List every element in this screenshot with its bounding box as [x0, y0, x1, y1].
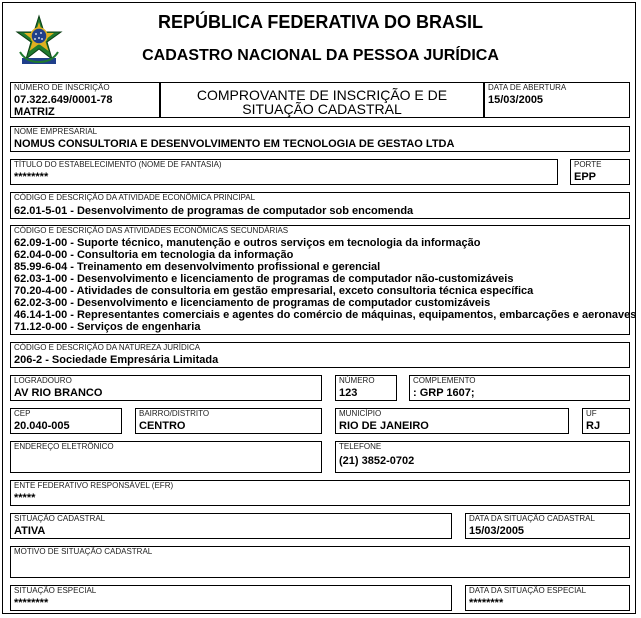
numero-value: 123 — [339, 387, 358, 399]
data-situacao-especial-label: DATA DA SITUAÇÃO ESPECIAL — [469, 586, 587, 595]
complemento-box — [409, 375, 630, 401]
uf-value: RJ — [586, 420, 601, 432]
fantasia-value: ******** — [14, 171, 49, 183]
complemento-value: : GRP 1607; — [413, 387, 475, 399]
atividades-secundarias-list — [14, 237, 636, 333]
abertura-box — [484, 82, 630, 118]
situacao-box — [10, 513, 452, 539]
porte-value: EPP — [574, 171, 597, 183]
inscricao-label: NÚMERO DE INSCRIÇÃO — [14, 83, 110, 92]
situacao-especial-value: ******** — [14, 597, 49, 609]
email-box — [10, 441, 322, 473]
abertura-value: 15/03/2005 — [488, 94, 544, 106]
list-item: 70.20-4-00 - Atividades de consultoria em gestão empresarial, exceto consultoria técnica específica — [14, 285, 534, 297]
situacao-value: ATIVA — [14, 525, 46, 537]
list-item: 62.02-3-00 - Desenvolvimento e licenciamento de programas de computador customizáveis — [14, 297, 491, 309]
telefone-label: TELEFONE — [339, 442, 382, 451]
cep-value: 20.040-005 — [14, 420, 70, 432]
natureza-juridica-label: CÓDIGO E DESCRIÇÃO DA NATUREZA JURÍDICA — [14, 343, 201, 352]
list-item: 85.99-6-04 - Treinamento em desenvolvimento profissional e gerencial — [14, 261, 381, 273]
telefone-value: (21) 3852-0702 — [339, 455, 415, 467]
data-situacao-box — [465, 513, 630, 539]
list-item: 62.09-1-00 - Suporte técnico, manutenção e outros serviços em tecnologia da informação — [14, 237, 481, 249]
list-item: 62.03-1-00 - Desenvolvimento e licenciamento de programas de computador não-customizáveis — [14, 273, 514, 285]
situacao-especial-label: SITUAÇÃO ESPECIAL — [14, 586, 97, 595]
cep-label: CEP — [14, 409, 31, 418]
bairro-value: CENTRO — [139, 420, 186, 432]
cep-box — [10, 408, 122, 434]
atividade-principal-box — [10, 192, 630, 219]
fantasia-label: TÍTULO DO ESTABELECIMENTO (NOME DE FANTASIA) — [14, 160, 222, 169]
municipio-value: RIO DE JANEIRO — [339, 420, 429, 432]
porte-label: PORTE — [574, 160, 602, 169]
situacao-especial-box — [10, 585, 452, 611]
atividades-secundarias-label: CÓDIGO E DESCRIÇÃO DAS ATIVIDADES ECONÔMICAS SECUNDÁRIAS — [14, 226, 289, 235]
atividade-principal-value: 62.01-5-01 - Desenvolvimento de programas de computador sob encomenda — [14, 205, 414, 217]
document-title-box — [160, 82, 484, 118]
bairro-label: BAIRRO/DISTRITO — [139, 409, 210, 418]
inscricao-number: 07.322.649/0001-78 — [14, 94, 113, 106]
uf-label: UF — [586, 409, 597, 418]
bairro-box — [135, 408, 322, 434]
inscricao-type: MATRIZ — [14, 106, 55, 118]
efr-box — [10, 480, 630, 506]
efr-label: ENTE FEDERATIVO RESPONSÁVEL (EFR) — [14, 481, 174, 490]
municipio-label: MUNICÍPIO — [339, 409, 382, 418]
list-item: 62.04-0-00 - Consultoria em tecnologia da informação — [14, 249, 294, 261]
nome-empresarial-value: NOMUS CONSULTORIA E DESENVOLVIMENTO EM TECNOLOGIA DE GESTAO LTDA — [14, 138, 455, 150]
complemento-label: COMPLEMENTO — [413, 376, 476, 385]
page-subtitle: CADASTRO NACIONAL DA PESSOA JURÍDICA — [142, 47, 499, 64]
atividades-secundarias-box — [10, 225, 637, 335]
numero-box — [335, 375, 397, 401]
abertura-label: DATA DE ABERTURA — [488, 83, 567, 92]
inscricao-box — [10, 82, 160, 118]
data-situacao-label: DATA DA SITUAÇÃO CADASTRAL — [469, 514, 595, 523]
list-item: 71.12-0-00 - Serviços de engenharia — [14, 321, 201, 333]
nome-empresarial-label: NOME EMPRESARIAL — [14, 127, 98, 136]
data-situacao-especial-value: ******** — [469, 597, 504, 609]
email-label: ENDEREÇO ELETRÔNICO — [14, 442, 114, 451]
page-title: REPÚBLICA FEDERATIVA DO BRASIL — [157, 12, 483, 32]
natureza-juridica-box — [10, 342, 630, 368]
data-situacao-especial-box — [465, 585, 630, 611]
numero-label: NÚMERO — [339, 376, 375, 385]
municipio-box — [335, 408, 569, 434]
motivo-label: MOTIVO DE SITUAÇÃO CADASTRAL — [14, 547, 153, 556]
fantasia-box — [10, 159, 558, 185]
logradouro-value: AV RIO BRANCO — [14, 387, 103, 399]
telefone-box — [335, 441, 630, 473]
motivo-box — [10, 546, 630, 578]
natureza-juridica-value: 206-2 - Sociedade Empresária Limitada — [14, 354, 219, 366]
document-title: COMPROVANTE DE INSCRIÇÃO E DE SITUAÇÃO CADASTRAL — [196, 87, 448, 117]
atividade-principal-label: CÓDIGO E DESCRIÇÃO DA ATIVIDADE ECONÔMICA PRINCIPAL — [14, 193, 256, 202]
porte-box — [570, 159, 630, 185]
situacao-label: SITUAÇÃO CADASTRAL — [14, 514, 106, 523]
uf-box — [582, 408, 630, 434]
logradouro-label: LOGRADOURO — [14, 376, 72, 385]
data-situacao-value: 15/03/2005 — [469, 525, 525, 537]
list-item: 46.14-1-00 - Representantes comerciais e agentes do comércio de máquinas, equipamentos, embarcações e aeronaves — [14, 309, 637, 321]
efr-value: ***** — [14, 492, 36, 504]
nome-empresarial-box — [10, 126, 630, 152]
logradouro-box — [10, 375, 322, 401]
